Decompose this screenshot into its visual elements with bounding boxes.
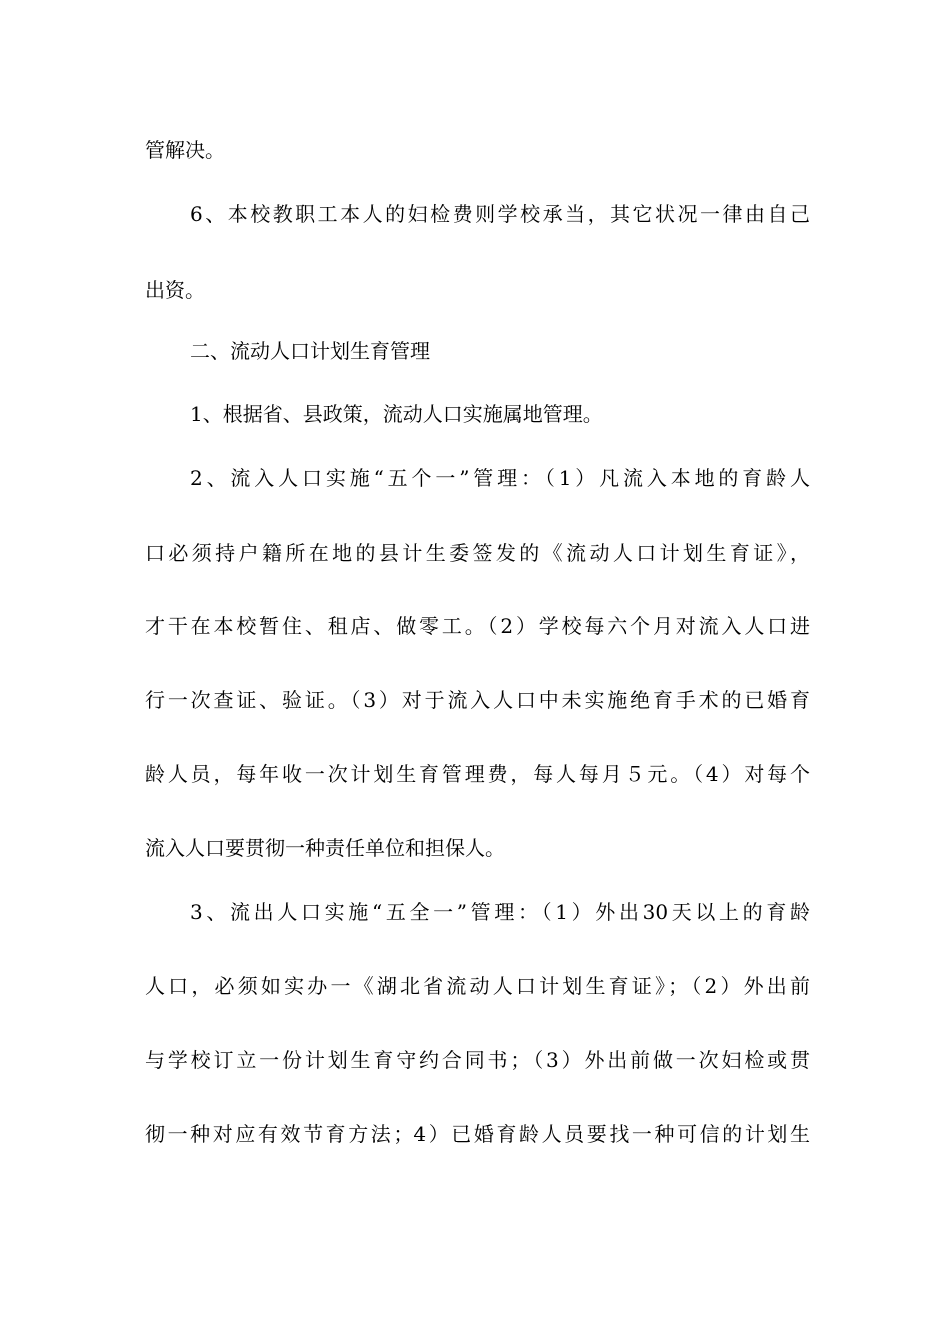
item-1-line-1: 1、根据省、县政策，流动人口实施属地管理。 [190, 402, 603, 426]
item-2-line-5: 龄人员，每年收一次计划生育管理费，每人每月５元。（4）对每个 [145, 762, 810, 786]
item-3-line-1: 3、流出人口实施“五全一”管理：（1）外出30天以上的育龄 [190, 900, 810, 924]
item-3-line-3: 与学校订立一份计划生育守约合同书；（3）外出前做一次妇检或贯 [145, 1048, 810, 1072]
item-2-line-4: 行一次查证、验证。（3）对于流入人口中未实施绝育手术的已婚育 [145, 688, 810, 712]
item-2-line-2: 口必须持户籍所在地的县计生委签发的《流动人口计划生育证》， [145, 541, 810, 565]
item-3-line-4: 彻一种对应有效节育方法；4）已婚育龄人员要找一种可信的计划生 [145, 1122, 810, 1146]
paragraph-6-line-2: 出资。 [145, 278, 205, 302]
text-line-1: 管解决。 [145, 138, 225, 162]
item-2-line-6: 流入人口要贯彻一种责任单位和担保人。 [145, 836, 505, 860]
item-2-line-1: 2、流入人口实施“五个一”管理：（1）凡流入本地的育龄人 [190, 466, 810, 490]
item-3-line-2: 人口，必须如实办一《湖北省流动人口计划生育证》；（2）外出前 [145, 974, 810, 998]
paragraph-6-line-1: 6、本校教职工本人的妇检费则学校承当，其它状况一律由自己 [190, 202, 810, 226]
item-2-line-3: 才干在本校暂住、租店、做零工。（2）学校每六个月对流入人口进 [145, 614, 810, 638]
section-heading-2: 二、流动人口计划生育管理 [190, 339, 430, 363]
